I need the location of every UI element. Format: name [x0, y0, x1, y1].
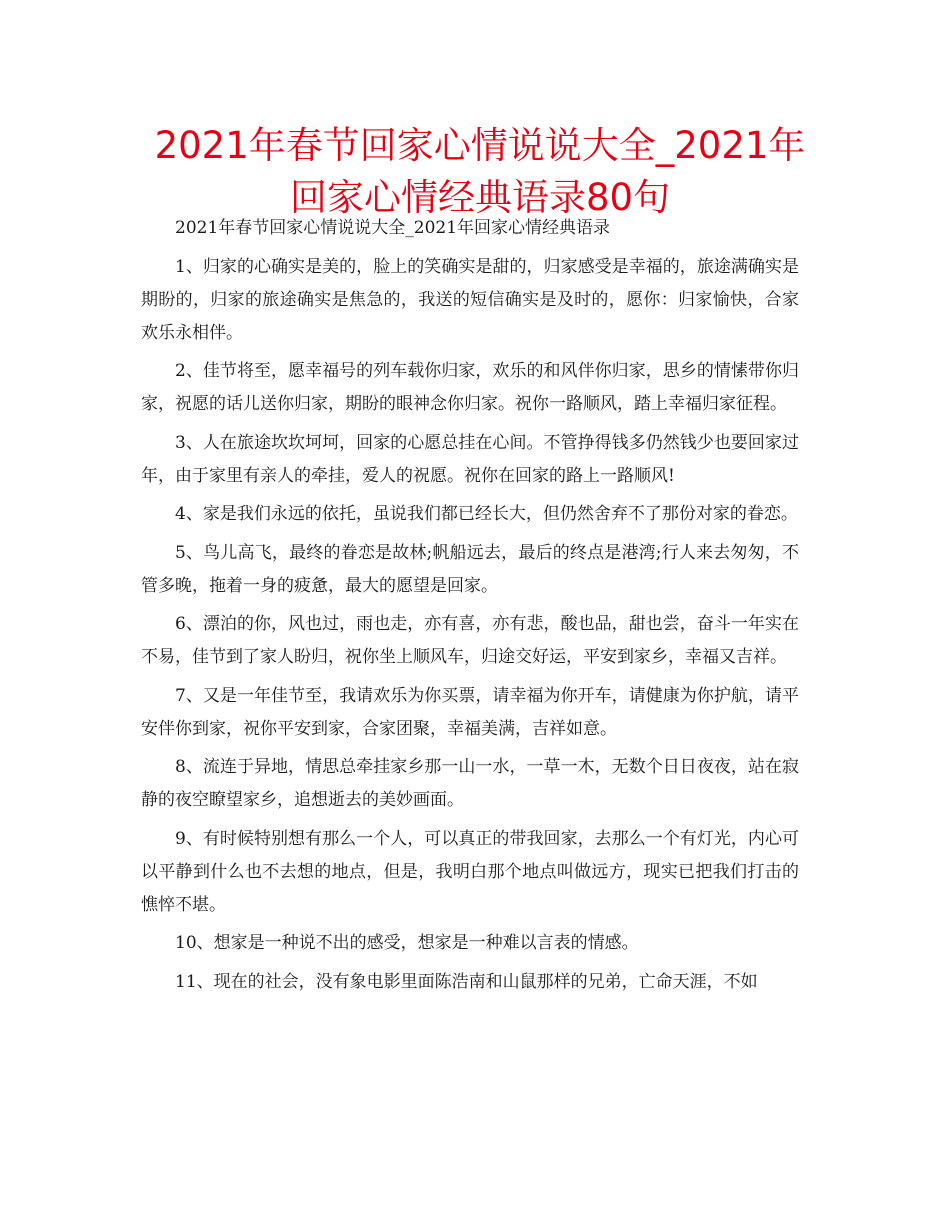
paragraph-11: 11、现在的社会，没有象电影里面陈浩南和山鼠那样的兄弟，亡命天涯，不如	[175, 971, 758, 992]
paragraph-8: 8、流连于异地，情思总牵挂家乡那一山一水，一草一木，无数个日日夜夜，站在寂静的夜空瞭望家乡，追想逝去的美妙画面。	[141, 757, 799, 810]
paragraph-5: 5、鸟儿高飞，最终的眷恋是故林;帆船远去，最后的终点是港湾;行人来去匆匆，不管多晚，拖着一身的疲惫，最大的愿望是回家。	[141, 542, 799, 596]
paragraph-9: 9、有时候特别想有那么一个人，可以真正的带我回家，去那么一个有灯光，内心可以平静到什么也不去想的地点，但是，我明白那个地点叫做远方，现实已把我们打击的憔悴不堪。	[141, 828, 799, 915]
document-subtitle: 2021年春节回家心情说说大全_2021年回家心情经典语录	[175, 218, 611, 238]
document-title: 2021年春节回家心情说说大全_2021年回家心情经典语录80句	[154, 124, 806, 219]
document-body	[141, 212, 799, 1004]
paragraph-6: 6、漂泊的你，风也过，雨也走，亦有喜，亦有悲，酸也品，甜也尝，奋斗一年实在不易，佳节到了家人盼归，祝你坐上顺风车，归途交好运，平安到家乡，幸福又吉祥。	[141, 614, 799, 667]
paragraph-10: 10、想家是一种说不出的感受，想家是一种难以言表的情感。	[175, 933, 639, 953]
paragraph-4: 4、家是我们永远的依托，虽说我们都已经长大，但仍然舍弃不了那份对家的眷恋。	[175, 504, 798, 524]
paragraph-1: 1、归家的心确实是美的，脸上的笑确实是甜的，归家感受是幸福的，旅途满确实是期盼的，归家的旅途确实是焦急的，我送的短信确实是及时的，愿你：归家愉快，合家欢乐永相伴。	[141, 256, 799, 343]
paragraph-7: 7、又是一年佳节至，我请欢乐为你买票，请幸福为你开车，请健康为你护航，请平安伴你到家，祝你平安到家，合家团聚，幸福美满，吉祥如意。	[141, 685, 799, 739]
paragraph-2: 2、佳节将至，愿幸福号的列车载你归家，欢乐的和风伴你归家，思乡的情愫带你归家，祝愿的话儿送你归家，期盼的眼神念你归家。祝你一路顺风，踏上幸福归家征程。	[141, 361, 799, 414]
paragraph-3: 3、人在旅途坎坎坷坷，回家的心愿总挂在心间。不管挣得钱多仍然钱少也要回家过年，由于家里有亲人的牵挂，爱人的祝愿。祝你在回家的路上一路顺风!	[141, 432, 799, 486]
